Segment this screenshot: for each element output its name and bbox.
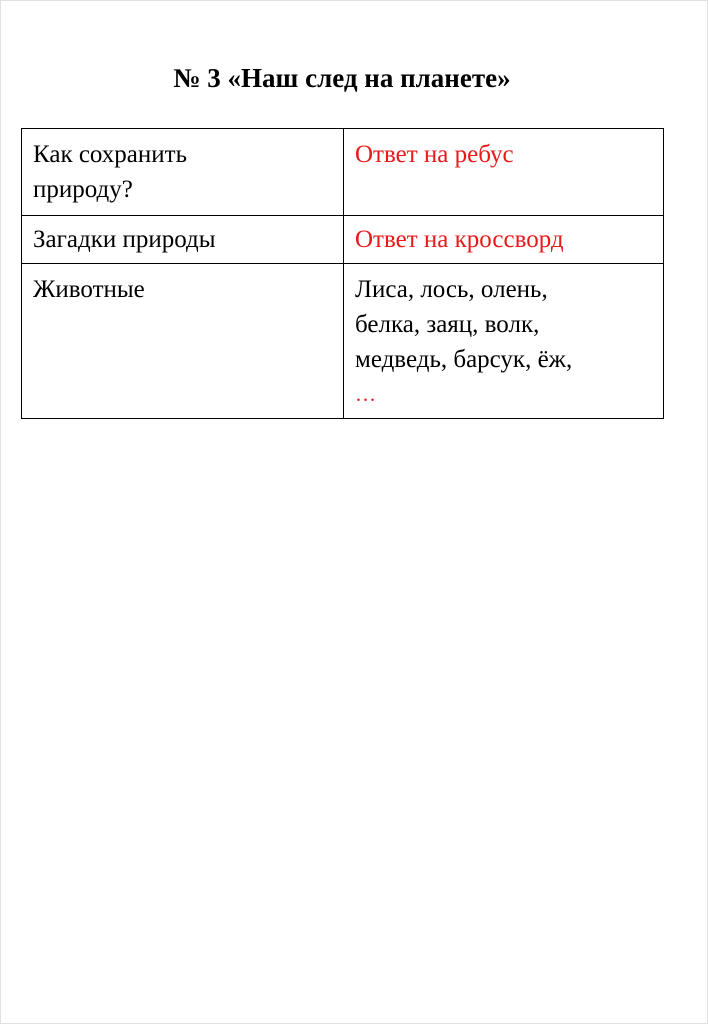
table-cell-question <box>22 129 344 216</box>
cell-text: Ответ на ребус <box>355 141 514 168</box>
table-cell-animal-list <box>344 264 664 419</box>
table-cell-animals <box>22 264 344 419</box>
cell-text: Ответ на кроссворд <box>355 226 564 253</box>
cell-text: Животные <box>33 276 145 303</box>
cell-text: Загадки природы <box>33 226 216 253</box>
cell-text-line: белка, заяц, волк, <box>355 311 540 338</box>
table-cell-rebus-answer <box>344 129 664 216</box>
page-title: № 3 «Наш след на планете» <box>173 63 511 93</box>
table-row <box>22 216 664 264</box>
table-cell-crossword-answer <box>344 216 664 264</box>
cell-text-line: Как сохранить <box>33 141 187 168</box>
table-row <box>22 264 664 419</box>
ellipsis-text: … <box>355 382 376 406</box>
table-row <box>22 129 664 216</box>
info-table <box>21 128 664 419</box>
cell-text-line: Лиса, лось, олень, <box>355 276 548 303</box>
cell-text-line: медведь, барсук, ёж, <box>355 346 573 373</box>
cell-text-line: природу? <box>33 176 133 203</box>
table-cell-riddles <box>22 216 344 264</box>
